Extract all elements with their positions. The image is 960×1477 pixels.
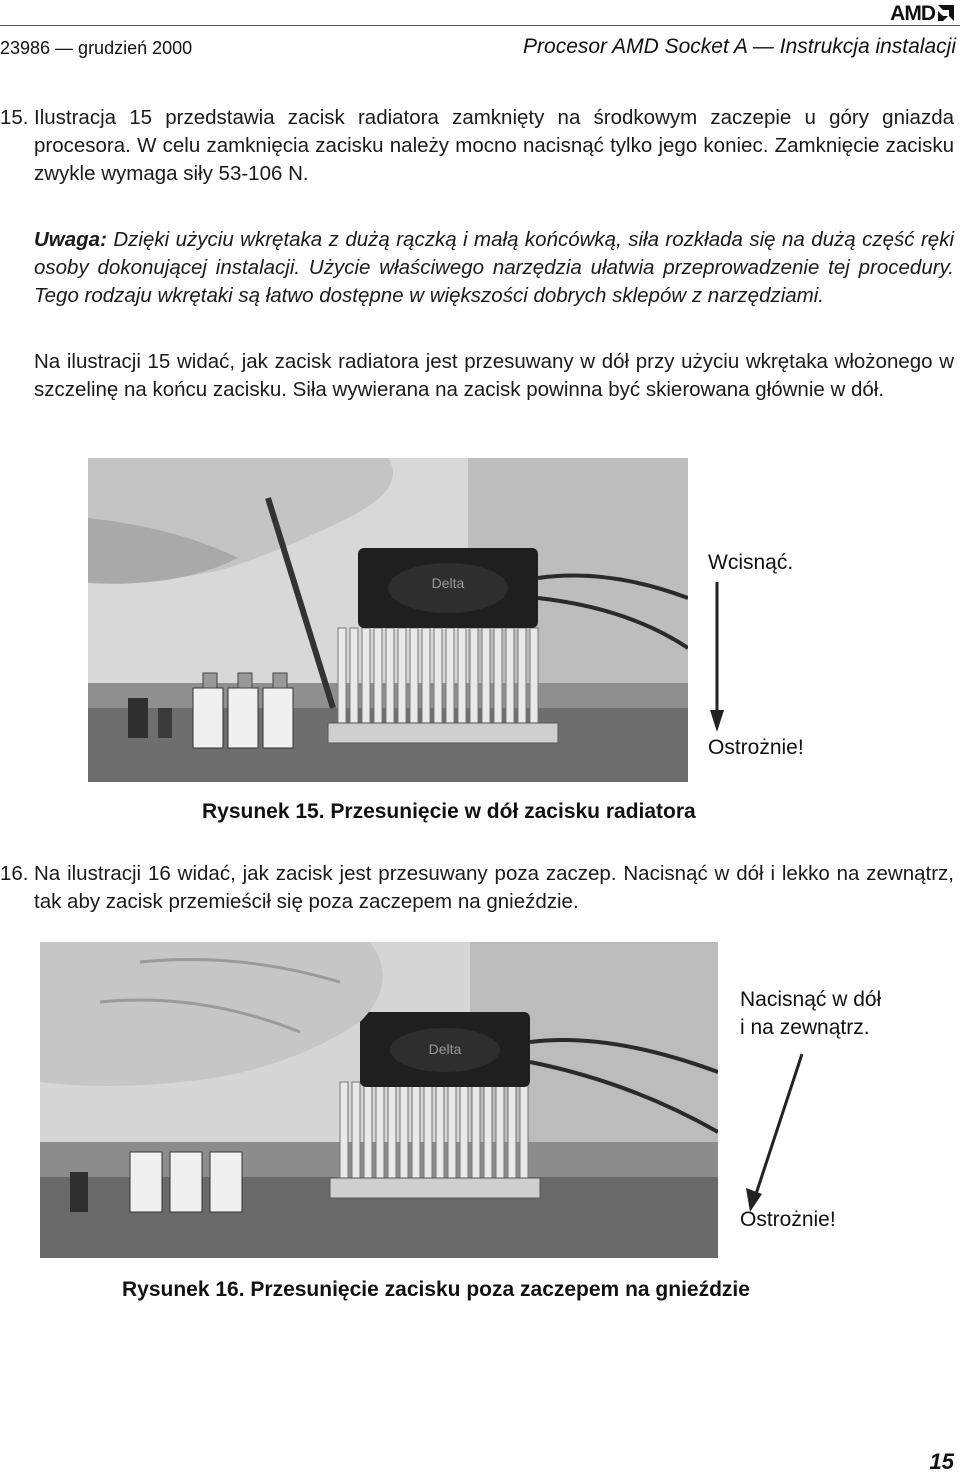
step-16-number: 16. bbox=[0, 862, 29, 885]
note-text: Dzięki użyciu wkrętaka z dużą rączką i małą końcówką, siła rozkłada się na dużą część ręki osoby dokonującej instalacji. Użycie właściwego narzędzia ułatwia przeprowadzenie tej procedury. Tego rodzaju wkrętaki są łatwo dostępne w większości dobrych sklepów z narzędziami. bbox=[34, 228, 954, 307]
page-number: 15 bbox=[929, 1449, 954, 1474]
figure-15-illustration bbox=[88, 458, 688, 782]
figure-15-label-bottom: Ostrożnie! bbox=[708, 736, 804, 759]
step-15-number: 15. bbox=[0, 106, 29, 129]
down-arrow-icon bbox=[710, 582, 724, 732]
figure-15-photo bbox=[88, 458, 688, 782]
amd-arrow-icon bbox=[936, 3, 956, 23]
figure-16-illustration bbox=[40, 942, 718, 1258]
figure-16-photo bbox=[40, 942, 718, 1258]
figure-16-label-top-line1: Nacisnąć w dół bbox=[740, 988, 882, 1011]
fan-brand-16: Delta bbox=[428, 1041, 462, 1057]
figure-16-label-top-line2: i na zewnątrz. bbox=[740, 1016, 870, 1039]
step-16-text: Na ilustracji 16 widać, jak zacisk jest przesuwany poza zaczep. Nacisnąć w dół i lekko na zewnątrz, tak aby zacisk przemieścił się poza zaczepem na gnieździe. bbox=[34, 862, 954, 913]
step-15-text-2: Na ilustracji 15 widać, jak zacisk radiatora jest przesuwany w dół przy użyciu wkrętaka włożonego w szczelinę na końcu zacisku. Siła wywierana na zacisk powinna być skierowana głównie w dół. bbox=[34, 350, 954, 401]
note-block bbox=[34, 226, 954, 310]
amd-logo bbox=[890, 2, 956, 26]
doc-title: Procesor AMD Socket A — Instrukcja instalacji bbox=[523, 35, 956, 58]
note-label: Uwaga: bbox=[34, 228, 107, 251]
figure-15-label-top: Wcisnąć. bbox=[708, 551, 794, 574]
header-rule bbox=[0, 25, 960, 26]
step-15-text: Ilustracja 15 przedstawia zacisk radiatora zamknięty na środkowym zaczepie u góry gniazda procesora. W celu zamknięcia zacisku należy mocno nacisnąć tylko jego koniec. Zamknięcie zacisku zwykle wymaga siły 53-106 N. bbox=[34, 106, 954, 185]
doc-number: 23986 — grudzień 2000 bbox=[0, 38, 193, 58]
figure-16-caption: Rysunek 16. Przesunięcie zacisku poza zaczepem na gnieździe bbox=[122, 1278, 750, 1301]
amd-logo-text: AMD bbox=[890, 2, 935, 25]
figure-15-caption: Rysunek 15. Przesunięcie w dół zacisku radiatora bbox=[202, 800, 696, 823]
figure-16-label-top bbox=[740, 986, 881, 1042]
figure-16-label-bottom: Ostrożnie! bbox=[740, 1208, 836, 1231]
diagonal-arrow-icon bbox=[744, 1052, 808, 1212]
fan-brand-15: Delta bbox=[431, 575, 465, 591]
